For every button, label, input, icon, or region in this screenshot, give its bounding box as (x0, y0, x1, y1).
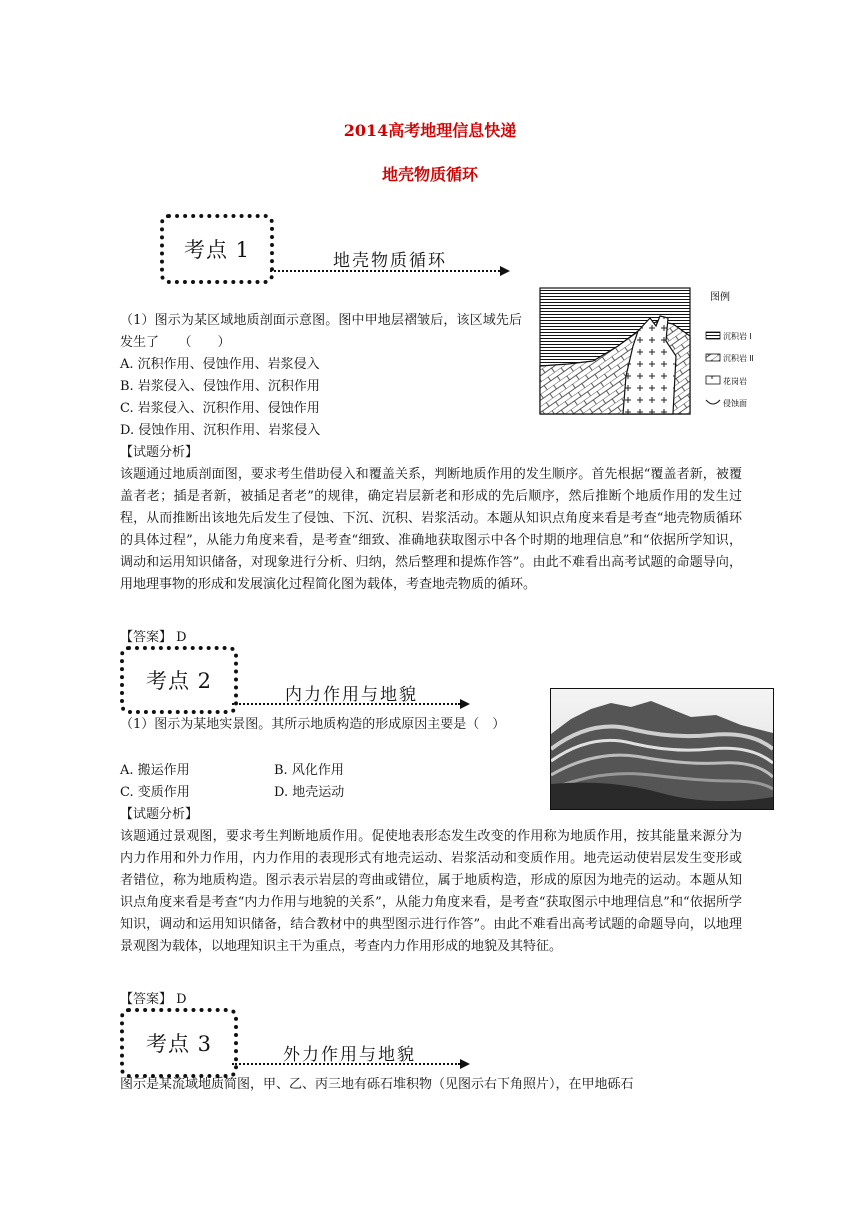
question-2-analysis-heading: 【试题分析】 (120, 807, 199, 822)
kaodian-2-topic: 内力作用与地貌 (285, 685, 418, 705)
question-2-stem: （1）图示为某地实景图。其所示地质构造的形成原因主要是（ ） (120, 717, 506, 732)
legend-swatch-sediment-1 (706, 332, 720, 339)
kaodian-3-box (120, 1008, 238, 1078)
question-1-option-d: D. 侵蚀作用、沉积作用、岩浆侵入 (120, 423, 321, 438)
question-1-analysis-heading: 【试题分析】 (120, 445, 199, 460)
document-subtitle: 地壳物质循环 (381, 165, 478, 184)
legend-swatch-erosion-surface (706, 400, 720, 404)
question-1-option-b: B. 岩浆侵入、侵蚀作用、沉积作用 (120, 379, 320, 394)
document-title: 2014高考地理信息快递 (343, 121, 517, 140)
question-2-option-c: C. 变质作用 (120, 785, 190, 800)
folded-rock-photo (550, 688, 774, 810)
kaodian-2-arrow (232, 699, 470, 709)
question-2-analysis: 该题通过景观图，要求考生判断地质作用。促使地表形态发生改变的作用称为地质作用，按其能量来源分为内力作用和外力作用，内力作用的表现形式有地壳运动、岩浆活动和变质作用。地壳运动使岩层发生变形或者错位，称为地质构造。图示表示岩层的弯曲或错位，属于地质构造，形成的原因为地壳的运动。本题从知识点角度来看是考查“内力作用与地貌的关系”，从能力角度来看，是考查“获取图示中地理信息”和“依据所学知识，调动和运用知识储备，结合教材中的典型图示进行作答”。由此不难看出高考试题的命题导向，以地理景观图为载体，以地理知识主干为重点，考查内力作用形成的地貌及其特征。 (120, 829, 742, 954)
kaodian-1-label: 考点 1 (183, 238, 251, 262)
question-1-option-a: A. 沉积作用、侵蚀作用、岩浆侵入 (120, 357, 320, 372)
kaodian-1-box (160, 214, 274, 284)
kaodian-2-box (120, 646, 238, 714)
kaodian-2-label: 考点 2 (145, 669, 213, 693)
kaodian-1-topic: 地壳物质循环 (333, 251, 447, 271)
legend-swatch-sediment-2 (706, 354, 720, 361)
legend-label-sediment-1: 沉积岩 I (723, 332, 752, 341)
question-1-option-c: C. 岩浆侵入、沉积作用、侵蚀作用 (120, 401, 320, 416)
kaodian-3-label: 考点 3 (145, 1032, 213, 1056)
legend-title: 图例 (710, 292, 730, 303)
geologic-section-figure (538, 286, 770, 418)
kaodian-3-topic: 外力作用与地貌 (283, 1045, 416, 1065)
question-2-option-d: D. 地壳运动 (274, 785, 345, 800)
question-2-answer: 【答案】 D (120, 992, 187, 1007)
question-2-option-b: B. 风化作用 (274, 763, 344, 778)
kaodian-3-arrow (232, 1059, 470, 1069)
question-1-analysis: 该题通过地质剖面图，要求考生借助侵入和覆盖关系，判断地质作用的发生顺序。首先根据“覆盖者新，被覆盖者老；插是者新，被插足者老”的规律，确定岩层新老和形成的先后顺序，然后推断个地质作用的发生过程，从而推断出该地先后发生了侵蚀、下沉、沉积、岩浆活动。本题从知识点角度来看是考查“地壳物质循环的具体过程”，从能力角度来看，是考查“细致、准确地获取图示中各个时期的地理信息”和“依据所学知识，调动和运用知识储备，对现象进行分析、归纳，然后整理和提炼作答”。由此不难看出高考试题的命题导向，用地理事物的形成和发展演化过程简化图为载体，考查地壳物质的循环。 (120, 467, 742, 592)
legend-swatch-granite (706, 376, 720, 384)
section-drawing (540, 288, 690, 414)
legend-label-granite: 花岗岩 (723, 377, 747, 386)
section-3-intro: 图示是某流域地质简图，甲、乙、丙三地有砾石堆积物（见图示右下角照片），在甲地砾石 (120, 1077, 634, 1092)
legend-label-sediment-2: 沉积岩 II (723, 354, 754, 363)
question-1-stem: （1）图示为某区域地质剖面示意图。图中甲地层褶皱后，该区域先后发生了 （ ） (120, 313, 522, 350)
question-2-option-a: A. 搬运作用 (120, 763, 190, 778)
legend-label-erosion-surface: 侵蚀面 (723, 399, 747, 408)
kaodian-1-arrow (270, 266, 510, 276)
question-1-answer: 【答案】 D (120, 630, 187, 645)
